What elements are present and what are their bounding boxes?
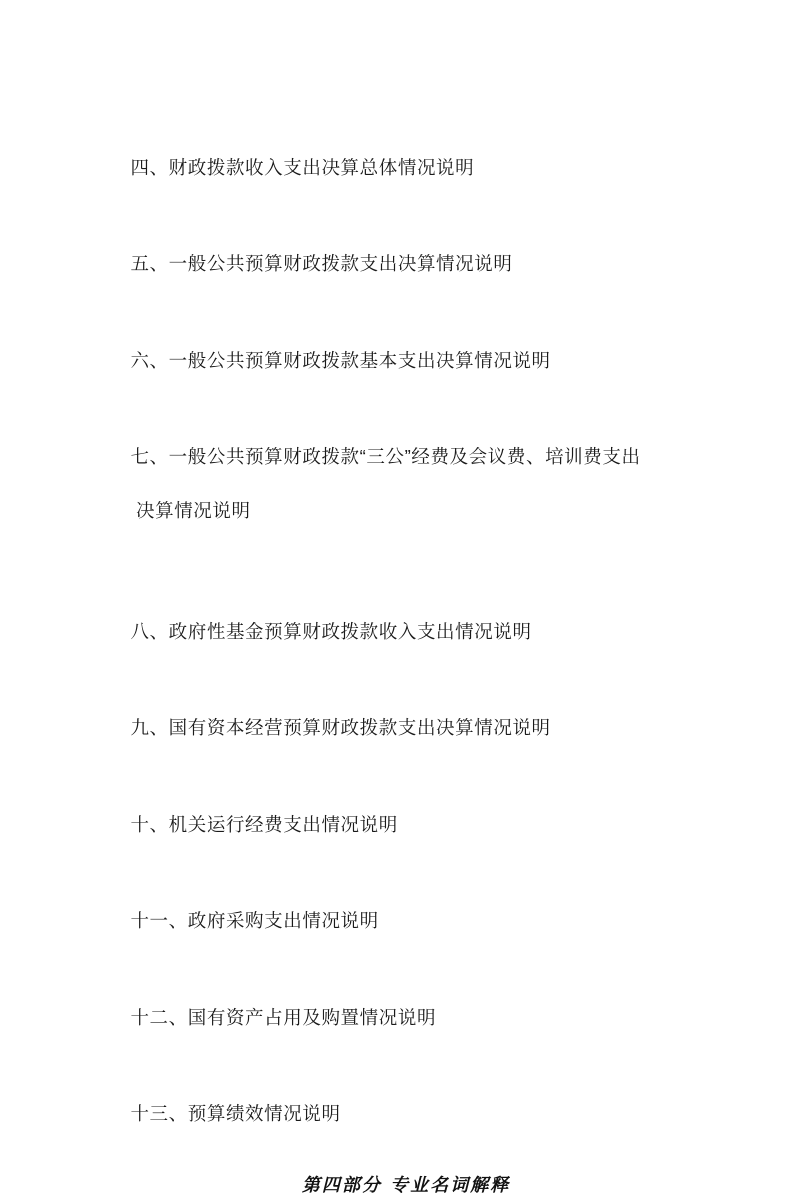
toc-entry bbox=[96, 592, 706, 672]
part-heading: 第四部分 专业名词解释 bbox=[301, 1174, 511, 1196]
toc-entry bbox=[96, 224, 706, 304]
toc-entry bbox=[96, 882, 706, 962]
toc-entry-text: 五、一般公共预算财政拨款支出决算情况说明 bbox=[130, 253, 513, 275]
toc-entry-text: 七、一般公共预算财政拨款“三公”经费及会议费、培训费支出 bbox=[130, 446, 641, 468]
toc-entry bbox=[96, 1074, 706, 1154]
toc-entry-text: 四、财政拨款收入支出决算总体情况说明 bbox=[130, 156, 475, 178]
toc-entry bbox=[96, 785, 706, 865]
table-of-contents bbox=[96, 128, 706, 1197]
toc-entry bbox=[96, 321, 706, 401]
toc-entry bbox=[96, 689, 706, 769]
toc-entry bbox=[96, 978, 706, 1058]
toc-entry-text: 十二、国有资产占用及购置情况说明 bbox=[130, 1006, 437, 1028]
toc-entry bbox=[96, 128, 706, 208]
toc-entry-text: 九、国有资本经营预算财政拨款支出决算情况说明 bbox=[130, 717, 551, 739]
toc-entry-continuation: 决算情况说明 bbox=[136, 499, 251, 521]
toc-entry-text: 十一、政府采购支出情况说明 bbox=[130, 910, 379, 932]
toc-entry-text: 八、政府性基金预算财政拨款收入支出情况说明 bbox=[130, 621, 532, 642]
toc-entry-text: 六、一般公共预算财政拨款基本支出决算情况说明 bbox=[130, 349, 551, 371]
toc-entry-text: 十三、预算绩效情况说明 bbox=[130, 1103, 341, 1125]
toc-entry bbox=[96, 417, 706, 578]
toc-entry-text: 十、机关运行经费支出情况说明 bbox=[130, 813, 398, 835]
